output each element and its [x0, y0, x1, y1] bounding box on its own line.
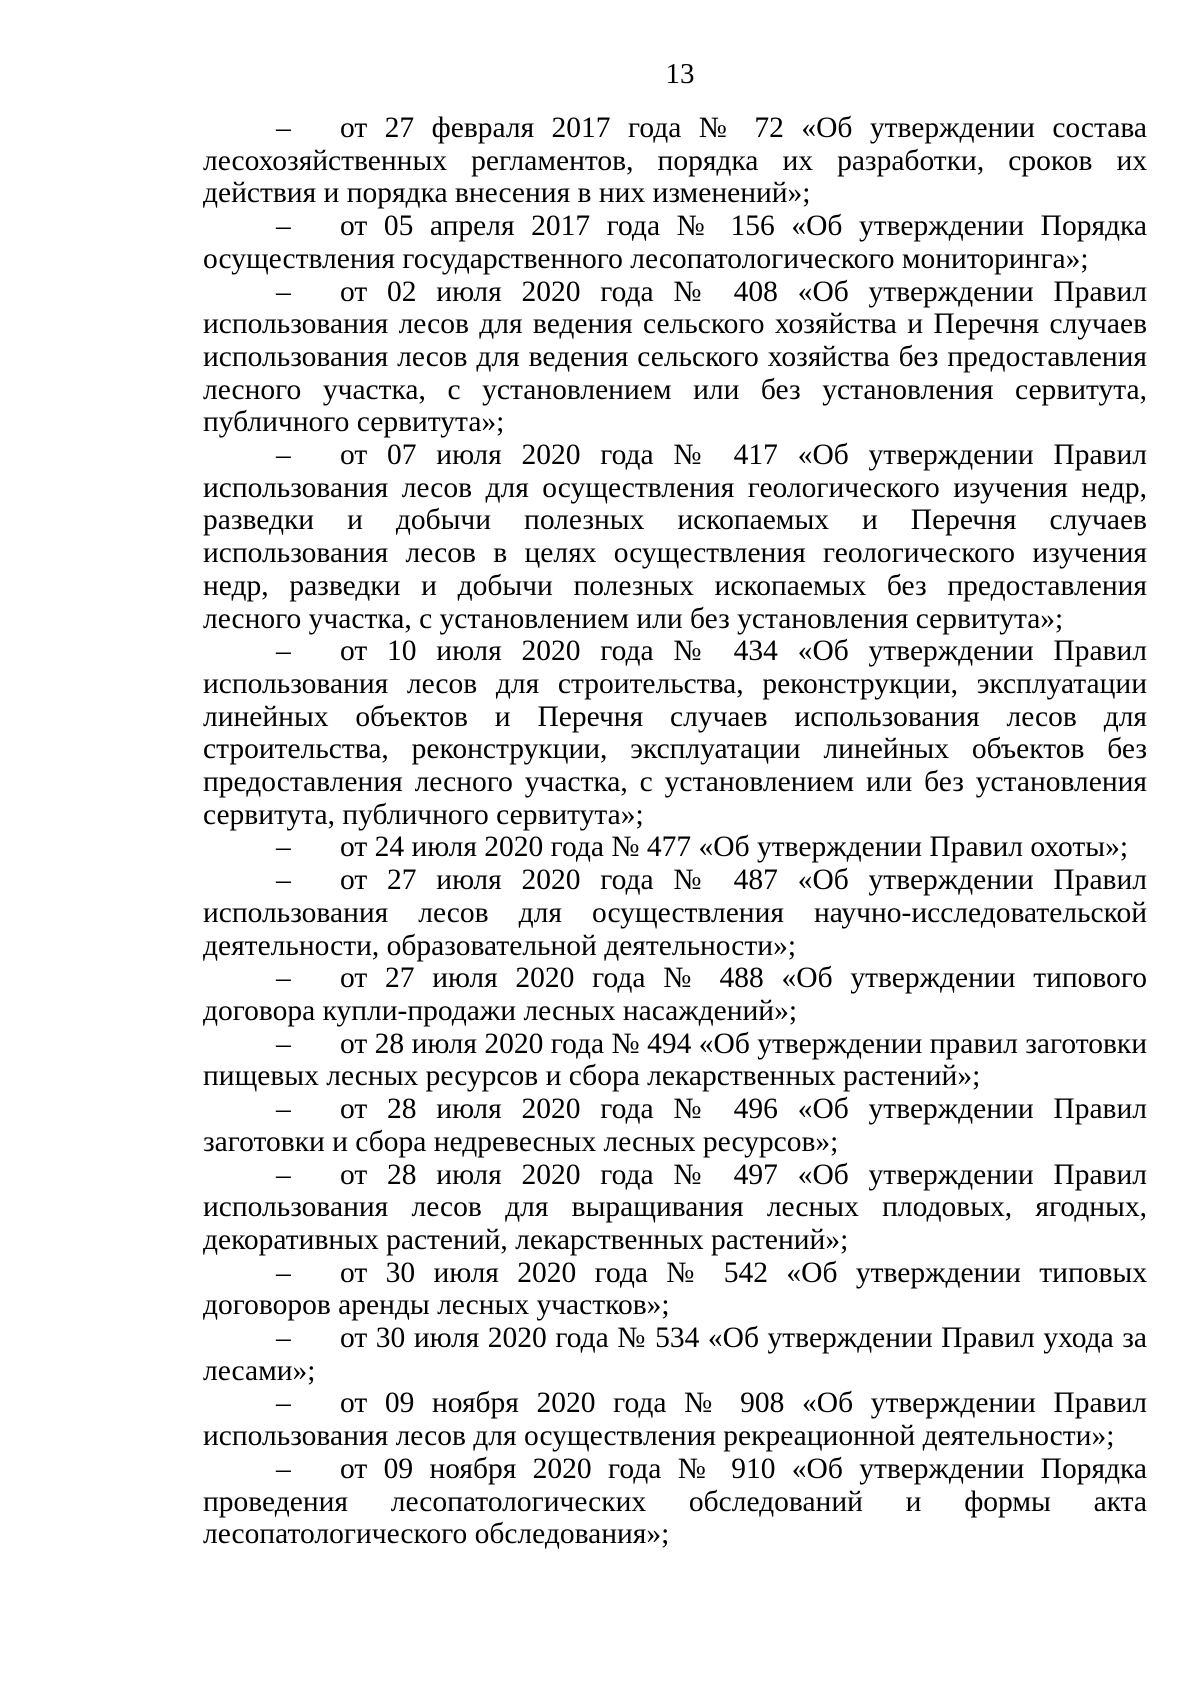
list-item: [203, 1257, 1147, 1322]
list-item: [203, 276, 1147, 440]
list-dash: –: [276, 210, 291, 243]
list-item-text: от 07 июля 2020 года № 417 «Об утверждении Правил использования лесов для осуществления геологического изучения недр, разведки и добычи полезных ископаемых и Перечня случаев использования лесов в целях осуществления геологического изучения недр, разведки и добычи полезных ископаемых без предоставления лесного участка, с установлением или без установления сервитута»;: [203, 439, 1147, 635]
list-dash: –: [276, 1027, 291, 1060]
list-item-text: от 30 июля 2020 года № 534 «Об утверждении Правил ухода за лесами»;: [203, 1322, 1147, 1387]
list-item: [203, 1028, 1147, 1093]
list-item-text: от 28 июля 2020 года № 494 «Об утверждении правил заготовки пищевых лесных ресурсов и сбора лекарственных растений»;: [203, 1027, 1147, 1093]
list-item: [203, 1322, 1147, 1387]
list-item-text: от 27 июля 2020 года № 487 «Об утверждении Правил использования лесов для осуществления научно-исследовательской деятельности, образовательной деятельности»;: [203, 864, 1147, 962]
list-item: [203, 1387, 1147, 1452]
list-dash: –: [276, 1322, 291, 1355]
list-item-text: от 10 июля 2020 года № 434 «Об утверждении Правил использования лесов для строительства, реконструкции, эксплуатации линейных объектов и Перечня случаев использования лесов для строительства, реконструкции, эксплуатации линейных объектов без предоставления лесного участка, с установлением или без установления сервитута, публичного сервитута»;: [203, 635, 1147, 831]
list-item: [203, 635, 1147, 831]
list-item-text: от 09 ноября 2020 года № 908 «Об утверждении Правил использования лесов для осуществления рекреационной деятельности»;: [203, 1387, 1147, 1453]
list-item: [203, 831, 1147, 864]
list-dash: –: [276, 1387, 291, 1420]
list-item-text: от 02 июля 2020 года № 408 «Об утверждении Правил использования лесов для ведения сельского хозяйства и Перечня случаев использования лесов для ведения сельского хозяйства без предоставления лесного участка, с установлением или без установления сервитута, публичного сервитута»;: [203, 275, 1147, 439]
list-dash: –: [276, 831, 291, 864]
list-item-text: от 24 июля 2020 года № 477 «Об утверждении Правил охоты»;: [340, 831, 1129, 864]
list-item: [203, 112, 1147, 210]
list-item-text: от 05 апреля 2017 года № 156 «Об утверждении Порядка осуществления государственного лесопатологического мониторинга»;: [203, 210, 1147, 275]
list-dash: –: [276, 962, 291, 995]
list-item: [203, 1159, 1147, 1257]
list-item: [203, 1093, 1147, 1158]
page-number: 13: [665, 58, 695, 90]
list-item: [203, 864, 1147, 962]
list-dash: –: [276, 275, 291, 308]
list-item: [203, 1453, 1147, 1551]
list-dash: –: [276, 1158, 291, 1191]
list-dash: –: [276, 1093, 291, 1126]
list-dash: –: [276, 439, 291, 472]
list-dash: –: [276, 635, 291, 668]
list-item-text: от 28 июля 2020 года № 497 «Об утверждении Правил использования лесов для выращивания лесных плодовых, ягодных, декоративных растений, лекарственных растений»;: [203, 1158, 1147, 1256]
list-item-text: от 27 февраля 2017 года № 72 «Об утверждении состава лесохозяйственных регламентов, порядка их разработки, сроков их действия и порядка внесения в них изменений»;: [203, 112, 1147, 210]
list-item-text: от 27 июля 2020 года № 488 «Об утверждении типового договора купли-продажи лесных насаждений»;: [203, 962, 1147, 1027]
list-item: [203, 439, 1147, 635]
list-item: [203, 962, 1147, 1027]
list-item-text: от 28 июля 2020 года № 496 «Об утверждении Правил заготовки и сбора недревесных лесных ресурсов»;: [203, 1093, 1147, 1158]
list-dash: –: [276, 112, 291, 144]
list-dash: –: [276, 864, 291, 897]
list-dash: –: [276, 1452, 291, 1485]
list-item: [203, 210, 1147, 275]
list-item-text: от 30 июля 2020 года № 542 «Об утверждении типовых договоров аренды лесных участков»;: [203, 1256, 1147, 1322]
list-item-text: от 09 ноября 2020 года № 910 «Об утверждении Порядка проведения лесопатологических обследований и формы акта лесопатологического обследования»;: [203, 1452, 1147, 1551]
document-body: [203, 112, 1147, 1551]
list-dash: –: [276, 1256, 291, 1289]
